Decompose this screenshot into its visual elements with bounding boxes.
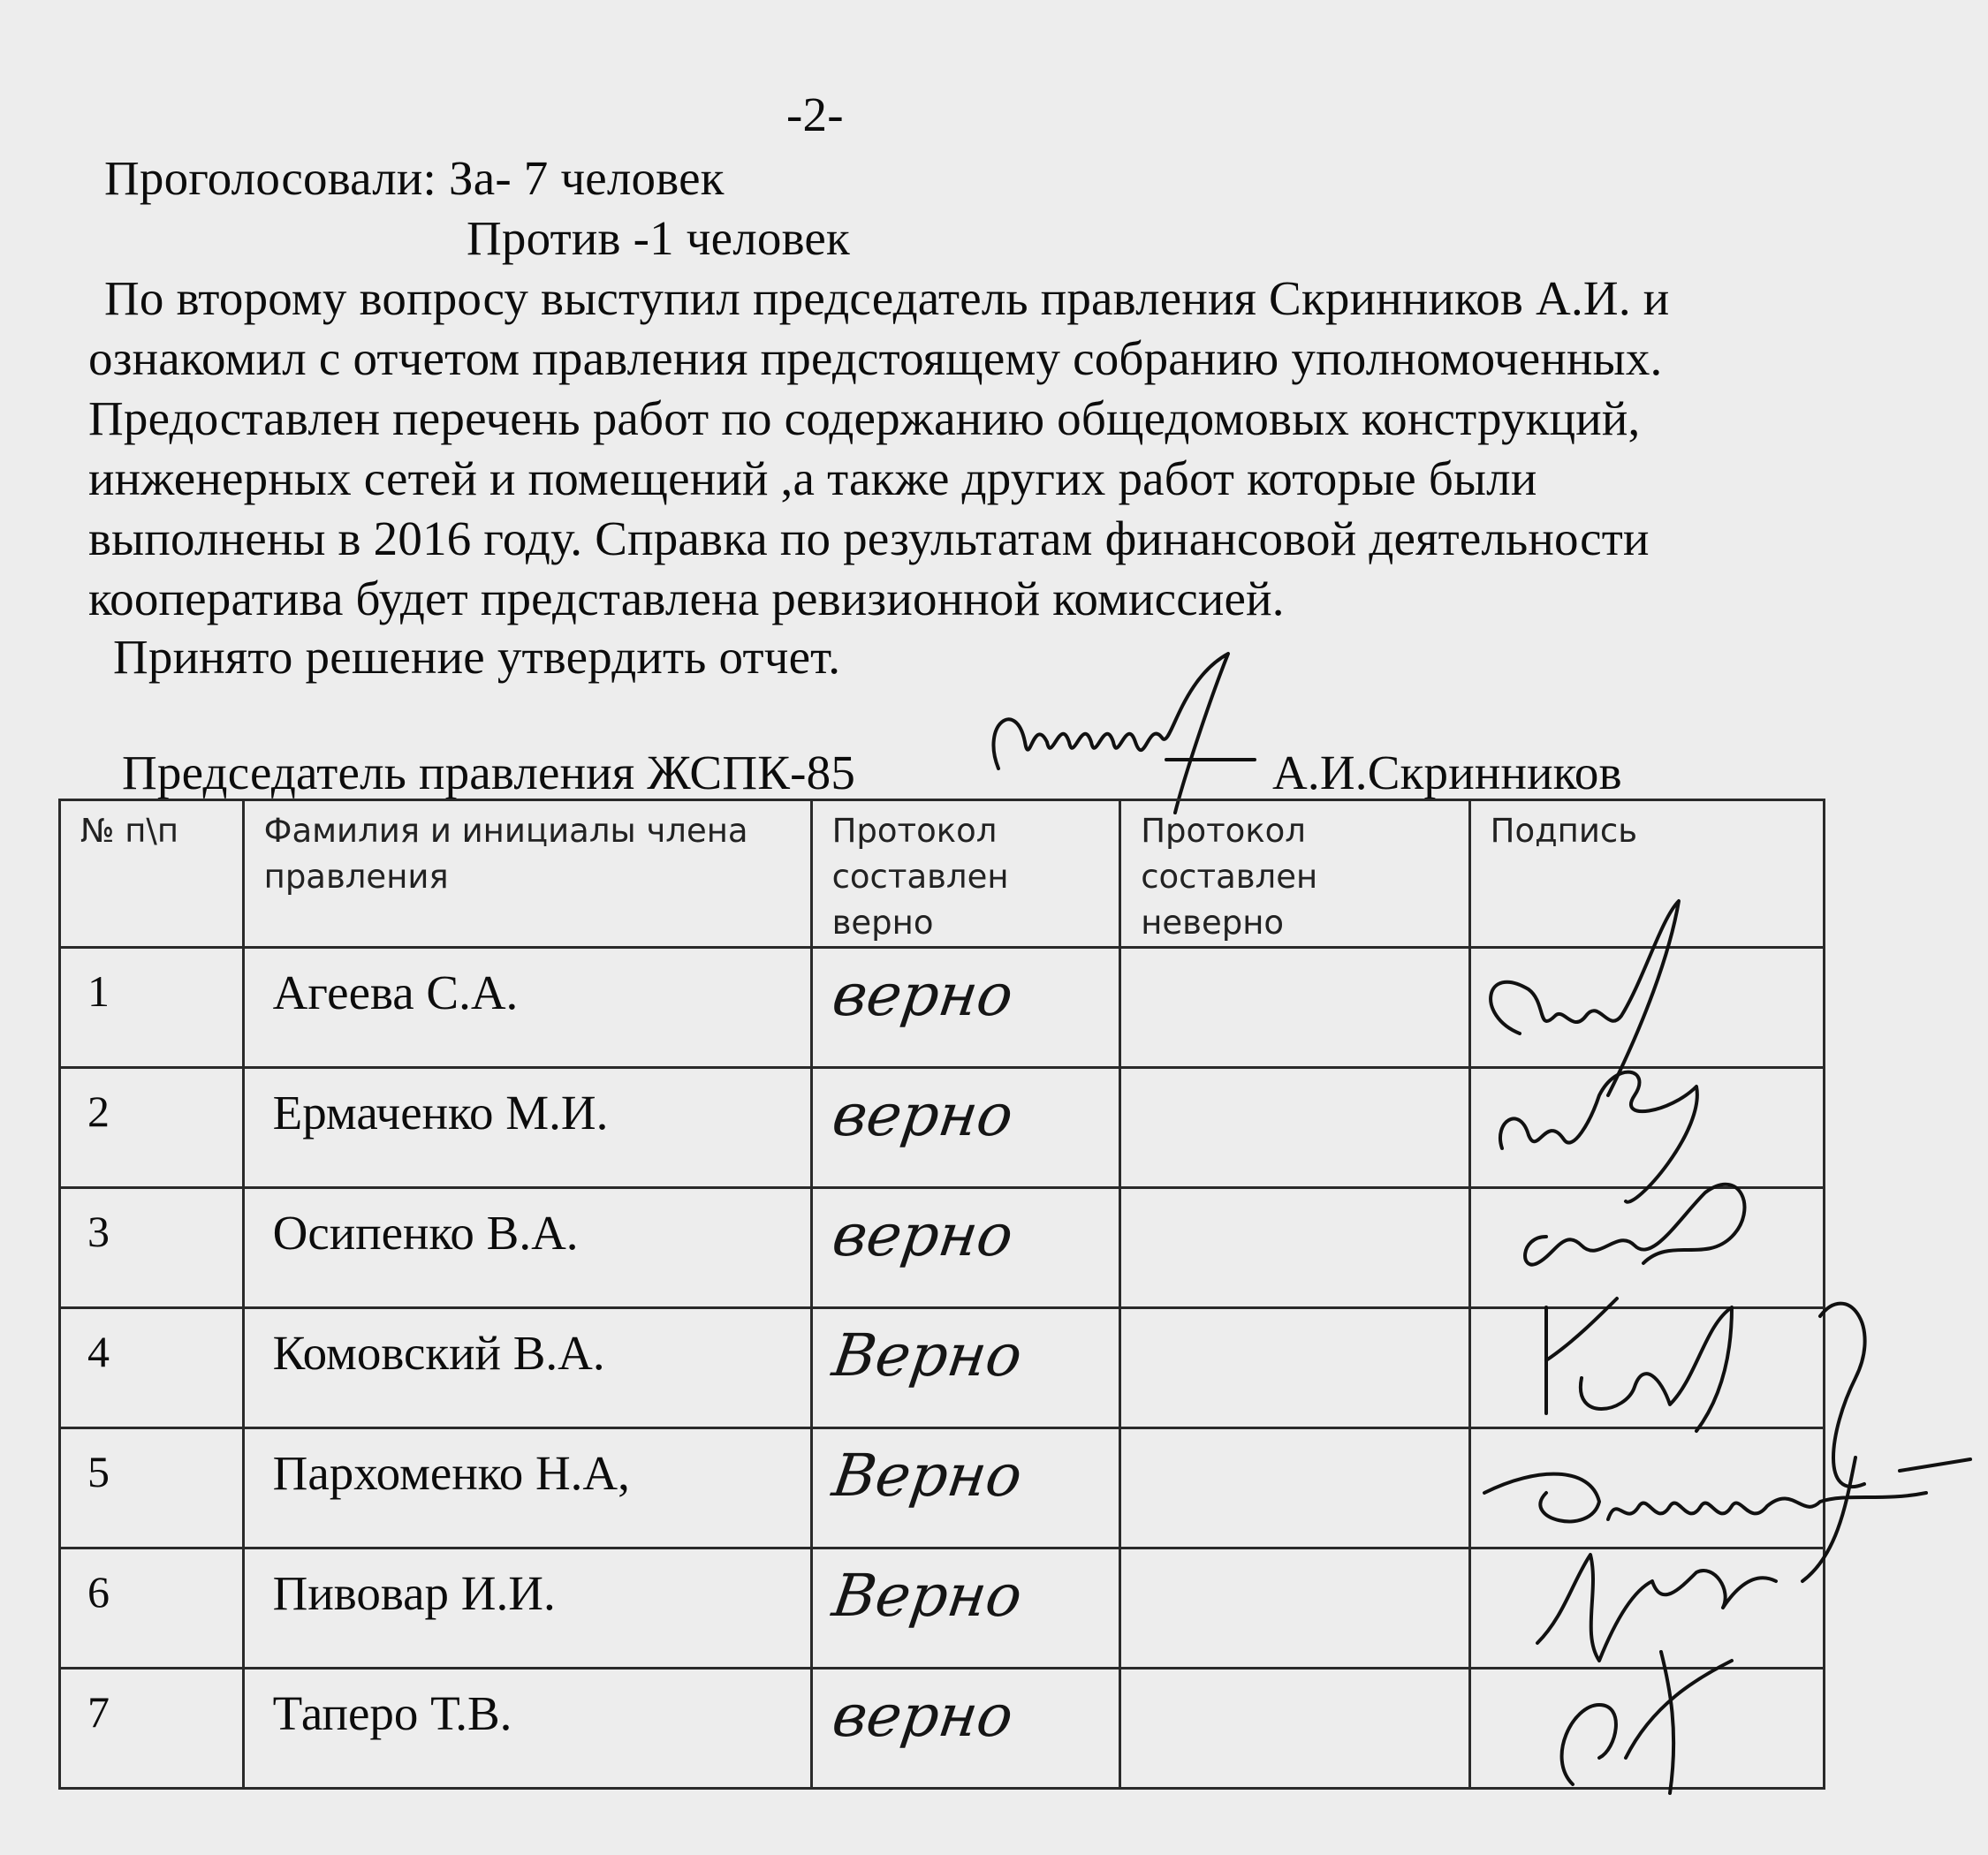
row-incorrect	[1120, 948, 1469, 1068]
body-line-6: кооператива будет представлена ревизионной комиссией.	[88, 572, 1285, 625]
row-correct-cell	[811, 1068, 1120, 1188]
signature-6	[1537, 1555, 1776, 1661]
signature-4b	[1820, 1304, 1865, 1488]
row-correct-handwritten: Верно	[828, 1562, 1027, 1630]
row-incorrect	[1120, 1068, 1469, 1188]
header-num: № п\п	[60, 800, 244, 948]
row-incorrect	[1120, 1428, 1469, 1548]
row-correct-handwritten: верно	[828, 961, 1017, 1029]
body-line-1: По второму вопросу выступил председатель правления Скринников А.И. и	[104, 271, 1670, 325]
row-num: 4	[60, 1308, 244, 1428]
row-correct-handwritten: верно	[828, 1081, 1017, 1149]
header-signature: Подпись	[1469, 800, 1824, 948]
header-name: Фамилия и инициалы члена правления	[243, 800, 811, 948]
row-num: 6	[60, 1548, 244, 1669]
row-num: 3	[60, 1188, 244, 1308]
row-name: Осипенко В.А.	[243, 1188, 811, 1308]
row-num: 5	[60, 1428, 244, 1548]
row-num: 1	[60, 948, 244, 1068]
row-correct-cell	[811, 1548, 1120, 1669]
signature-5	[1484, 1458, 1926, 1581]
body-line-2: ознакомил с отчетом правления предстоящему собранию уполномоченных.	[88, 331, 1663, 385]
row-correct-cell	[811, 1669, 1120, 1789]
row-name: Ермаченко М.И.	[243, 1068, 811, 1188]
member-signatures	[1467, 883, 1979, 1820]
row-incorrect	[1120, 1669, 1469, 1789]
chairman-name: А.И.Скринников	[1272, 746, 1622, 799]
row-correct-handwritten: Верно	[828, 1321, 1027, 1389]
row-incorrect	[1120, 1188, 1469, 1308]
chairman-signature	[963, 645, 1263, 822]
row-correct-handwritten: верно	[828, 1682, 1017, 1750]
page-number: -2-	[786, 87, 844, 141]
signature-7	[1562, 1652, 1732, 1793]
body-line-5: выполнены в 2016 году. Справка по результатам финансовой деятельности	[88, 511, 1650, 565]
row-correct-cell	[811, 948, 1120, 1068]
row-correct-cell	[811, 1188, 1120, 1308]
row-num: 7	[60, 1669, 244, 1789]
row-name: Таперо Т.В.	[243, 1669, 811, 1789]
row-name: Пивовар И.И.	[243, 1548, 811, 1669]
body-line-4: инженерных сетей и помещений ,а также других работ которые были	[88, 451, 1537, 505]
header-correct: Протокол составлен верно	[811, 800, 1120, 948]
decision-line: Принято решение утвердить отчет.	[113, 630, 841, 684]
row-num: 2	[60, 1068, 244, 1188]
row-name: Агеева С.А.	[243, 948, 811, 1068]
row-correct-cell	[811, 1428, 1120, 1548]
vote-for-line: Проголосовали: За- 7 человек	[104, 151, 725, 205]
row-correct-handwritten: верно	[828, 1201, 1017, 1269]
row-correct-handwritten: Верно	[828, 1442, 1027, 1510]
vote-against-line: Против -1 человек	[467, 211, 850, 265]
row-name: Комовский В.А.	[243, 1308, 811, 1428]
row-incorrect	[1120, 1308, 1469, 1428]
row-name: Пархоменко Н.А,	[243, 1428, 811, 1548]
signature-1	[1491, 901, 1679, 1095]
signature-4	[1546, 1298, 1732, 1431]
body-line-3: Предоставлен перечень работ по содержанию общедомовых конструкций,	[88, 391, 1641, 445]
row-incorrect	[1120, 1548, 1469, 1669]
chairman-title: Председатель правления ЖСПК-85	[122, 746, 856, 799]
header-incorrect: Протокол составлен неверно	[1120, 800, 1469, 948]
row-correct-cell	[811, 1308, 1120, 1428]
signature-3	[1525, 1185, 1744, 1265]
signature-2	[1500, 1072, 1697, 1202]
signature-5b	[1900, 1459, 1970, 1471]
